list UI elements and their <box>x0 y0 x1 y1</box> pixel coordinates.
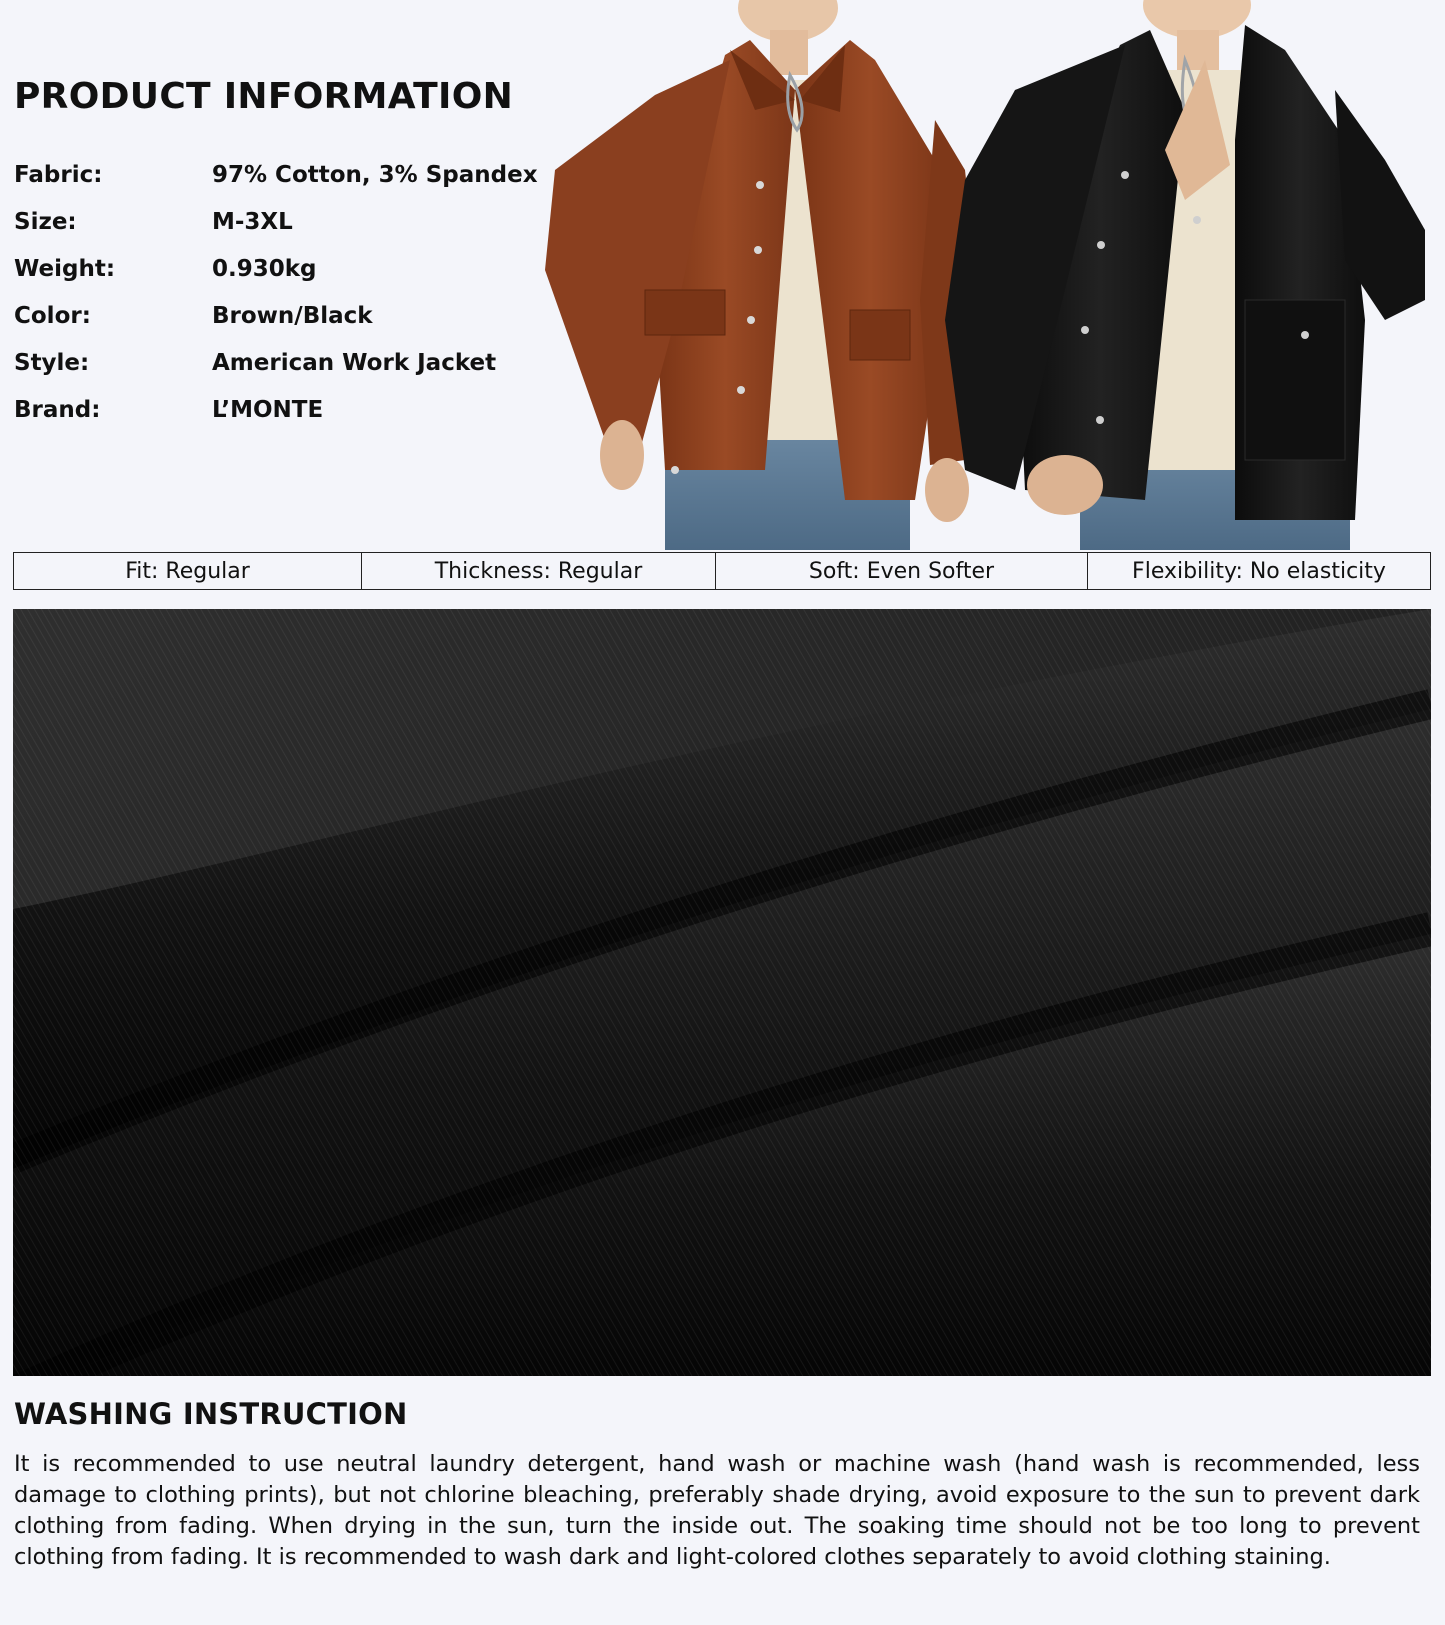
washing-instruction-title: WASHING INSTRUCTION <box>14 1397 408 1431</box>
attribute-strip <box>13 552 1431 590</box>
product-information-title: PRODUCT INFORMATION <box>14 76 514 117</box>
spec-value: American Work Jacket <box>212 350 497 376</box>
spec-value: Brown/Black <box>212 303 373 329</box>
spec-value: 97% Cotton, 3% Spandex <box>212 162 538 188</box>
spec-label: Style: <box>14 350 90 376</box>
spec-label: Color: <box>14 303 91 329</box>
model-photo <box>545 0 1445 550</box>
attribute-thickness: Thickness: Regular <box>362 553 716 589</box>
spec-label: Brand: <box>14 397 101 423</box>
attribute-fit: Fit: Regular <box>14 553 362 589</box>
spec-label: Weight: <box>14 256 116 282</box>
spec-value: M-3XL <box>212 209 293 235</box>
spec-label: Fabric: <box>14 162 103 188</box>
spec-value: 0.930kg <box>212 256 317 282</box>
black-jacket-model <box>945 0 1425 550</box>
brown-jacket-model <box>545 0 980 550</box>
spec-label: Size: <box>14 209 77 235</box>
attribute-softness: Soft: Even Softer <box>716 553 1088 589</box>
fabric-closeup-photo <box>13 609 1431 1376</box>
washing-instruction-text: It is recommended to use neutral laundry detergent, hand wash or machine wash (hand wash is recommended, less damage to clothing prints), but not chlorine bleaching, preferably shade drying, avoid exposure to the sun to prevent dark clothing from fading. When drying in the sun, turn the inside out. The soaking time should not be too long to prevent clothing from fading. It is recommended to wash dark and light-colored clothes separately to avoid clothing staining. <box>14 1451 1420 1570</box>
spec-value: L’MONTE <box>212 397 324 423</box>
model-photo-illustration <box>545 0 1445 550</box>
fabric-closeup-illustration <box>13 609 1431 1376</box>
attribute-flexibility: Flexibility: No elasticity <box>1132 558 1386 584</box>
